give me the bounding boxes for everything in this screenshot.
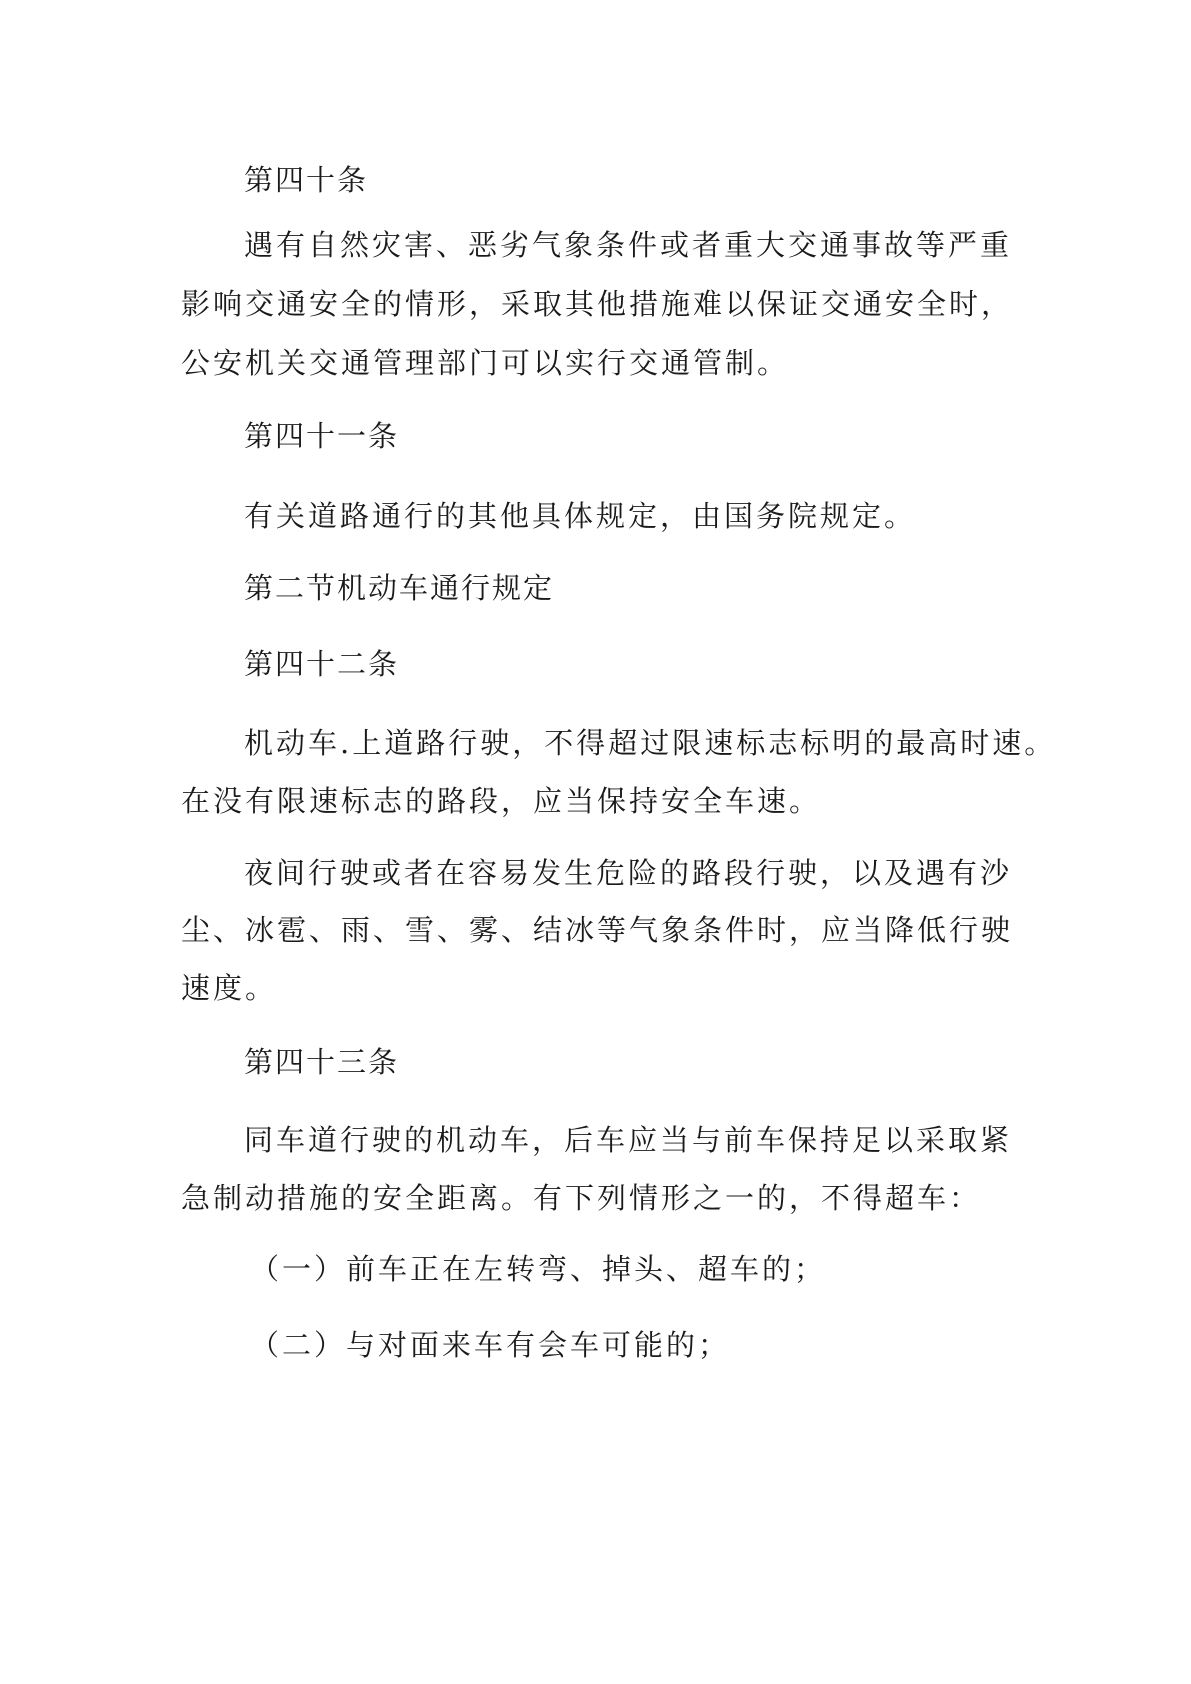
article-40-line-1: 遇有自然灾害、恶劣气象条件或者重大交通事故等严重 — [244, 228, 1013, 262]
article-41-line-1: 有关道路通行的其他具体规定，由国务院规定。 — [244, 499, 917, 533]
article-43-item-1: （一）前车正在左转弯、掉头、超车的； — [250, 1252, 827, 1286]
article-43-item-2: （二）与对面来车有会车可能的； — [250, 1328, 731, 1362]
section-2-title: 第二节机动车通行规定 — [244, 571, 555, 605]
article-43-title: 第四十三条 — [244, 1045, 400, 1079]
article-40-line-3: 公安机关交通管理部门可以实行交通管制。 — [181, 346, 790, 380]
article-42-para2-line-1: 夜间行驶或者在容易发生危险的路段行驶，以及遇有沙 — [244, 856, 1013, 890]
article-43-line-2: 急制动措施的安全距离。有下列情形之一的，不得超车： — [181, 1181, 982, 1215]
article-43-line-1: 同车道行驶的机动车，后车应当与前车保持足以采取紧 — [244, 1123, 1013, 1157]
article-40-title: 第四十条 — [244, 163, 369, 197]
article-40-line-2: 影响交通安全的情形，采取其他措施难以保证交通安全时， — [181, 287, 1014, 321]
article-42-para2-line-3: 速度。 — [181, 971, 278, 1005]
article-42-title: 第四十二条 — [244, 647, 400, 681]
article-42-para1-line-2: 在没有限速标志的路段，应当保持安全车速。 — [181, 784, 822, 818]
article-42-para2-line-2: 尘、冰雹、雨、雪、雾、结冰等气象条件时，应当降低行驶 — [181, 913, 1014, 947]
article-41-title: 第四十一条 — [244, 419, 400, 453]
article-42-para1-line-1: 机动车.上道路行驶，不得超过限速标志标明的最高时速。 — [244, 726, 1057, 760]
